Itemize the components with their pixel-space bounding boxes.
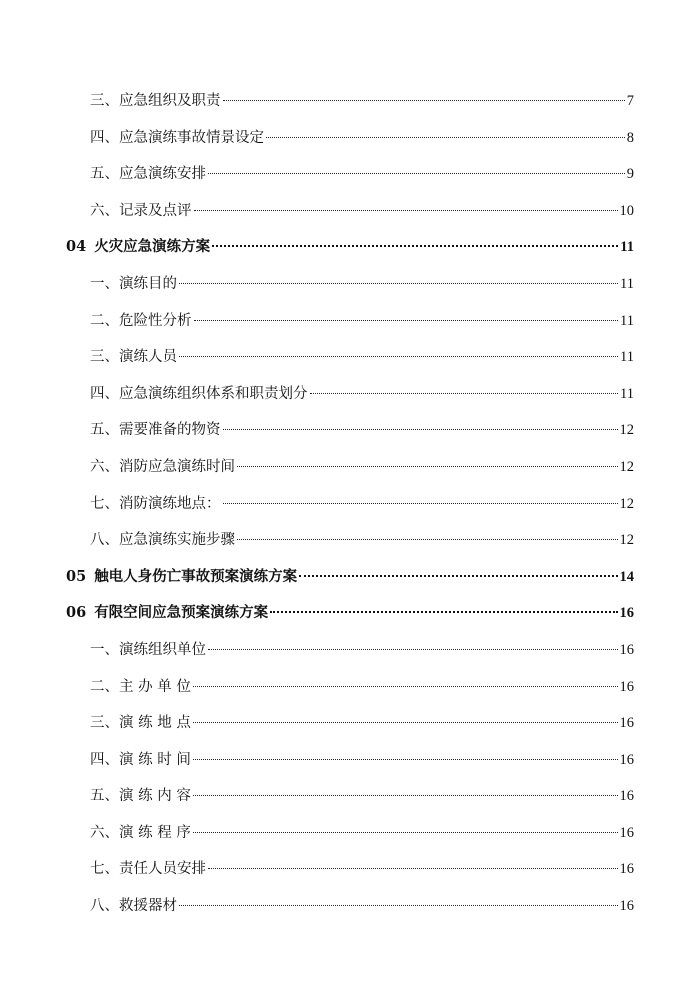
toc-entry[interactable] xyxy=(66,266,634,303)
dot-leader xyxy=(310,393,619,394)
dot-leader xyxy=(212,245,618,247)
toc-entry[interactable] xyxy=(66,632,634,669)
toc-entry-page: 16 xyxy=(619,641,634,658)
dot-leader xyxy=(194,320,619,321)
dot-leader xyxy=(193,759,618,760)
toc-entry-page: 16 xyxy=(619,861,634,878)
toc-entry-title: 六、消防应急演练时间 xyxy=(90,458,235,475)
dot-leader xyxy=(179,356,618,357)
toc-entry-title: 四、应急演练事故情景设定 xyxy=(90,129,264,146)
toc-entry-title: 四、应急演练组织体系和职责划分 xyxy=(90,385,308,402)
dot-leader xyxy=(194,210,618,211)
toc-entry[interactable] xyxy=(66,83,634,120)
toc-chapter-title: 火灾应急演练方案 xyxy=(94,238,211,256)
toc-entry-page: 16 xyxy=(619,678,634,695)
toc-entry[interactable] xyxy=(66,412,634,449)
toc-entry[interactable] xyxy=(66,193,634,230)
toc-entry-title: 六、记录及点评 xyxy=(90,202,192,219)
toc-entry[interactable] xyxy=(66,851,634,888)
toc-chapter-page: 14 xyxy=(619,568,634,585)
toc-entry-title: 七、消防演练地点： xyxy=(90,495,221,512)
toc-entry-title: 四、演 练 时 间 xyxy=(90,751,191,768)
toc-entry-page: 12 xyxy=(619,532,634,549)
toc-entry[interactable] xyxy=(66,669,634,706)
toc-entry[interactable] xyxy=(66,705,634,742)
dot-leader xyxy=(193,686,618,687)
dot-leader xyxy=(299,575,617,577)
toc-entry-title: 三、演 练 地 点 xyxy=(90,715,191,732)
toc-entry-page: 16 xyxy=(619,715,634,732)
toc-entry-title: 七、责任人员安排 xyxy=(90,861,206,878)
dot-leader xyxy=(270,611,617,613)
toc-entry-title: 一、演练目的 xyxy=(90,275,177,292)
toc-entry-title: 五、需要准备的物资 xyxy=(90,422,221,439)
toc-entry[interactable] xyxy=(66,339,634,376)
toc-entry[interactable] xyxy=(66,303,634,340)
toc-chapter-page: 16 xyxy=(619,605,634,622)
dot-leader xyxy=(266,137,625,138)
toc-entry-page: 16 xyxy=(619,824,634,841)
toc-entry-title: 八、应急演练实施步骤 xyxy=(90,532,235,549)
toc-entry[interactable] xyxy=(66,449,634,486)
toc-entry-title: 二、危险性分析 xyxy=(90,312,192,329)
dot-leader xyxy=(193,795,618,796)
toc-entry-page: 12 xyxy=(619,422,634,439)
toc-chapter-title: 有限空间应急预案演练方案 xyxy=(94,604,269,622)
toc-chapter-number: 04 xyxy=(66,238,87,256)
toc-entry-page: 12 xyxy=(619,458,634,475)
dot-leader xyxy=(179,283,618,284)
toc-entry[interactable] xyxy=(66,522,634,559)
toc-entry-page: 9 xyxy=(626,166,634,183)
toc-entry-title: 三、演练人员 xyxy=(90,349,177,366)
dot-leader xyxy=(223,429,618,430)
toc-entry-page: 11 xyxy=(620,385,634,402)
dot-leader xyxy=(208,649,618,650)
toc-entry[interactable] xyxy=(66,376,634,413)
table-of-contents xyxy=(66,83,634,925)
dot-leader xyxy=(193,722,618,723)
toc-entry[interactable] xyxy=(66,778,634,815)
toc-entry[interactable] xyxy=(66,888,634,925)
toc-entry[interactable] xyxy=(66,486,634,523)
dot-leader xyxy=(193,832,618,833)
toc-entry-title: 二、主 办 单 位 xyxy=(90,678,191,695)
toc-entry-title: 八、救援器材 xyxy=(90,898,177,915)
dot-leader xyxy=(223,503,618,504)
toc-entry-page: 16 xyxy=(619,751,634,768)
dot-leader xyxy=(237,466,618,467)
toc-entry-page: 11 xyxy=(620,312,634,329)
dot-leader xyxy=(208,173,625,174)
toc-entry[interactable] xyxy=(66,815,634,852)
toc-chapter-title: 触电人身伤亡事故预案演练方案 xyxy=(94,567,298,585)
toc-entry-page: 10 xyxy=(619,202,634,219)
toc-entry-page: 11 xyxy=(620,275,634,292)
toc-entry-title: 五、演 练 内 容 xyxy=(90,788,191,805)
toc-entry-page: 16 xyxy=(619,788,634,805)
toc-entry[interactable] xyxy=(66,742,634,779)
toc-chapter-page: 11 xyxy=(620,239,634,256)
toc-entry[interactable] xyxy=(66,120,634,157)
dot-leader xyxy=(237,539,618,540)
toc-chapter-number: 05 xyxy=(66,567,87,585)
toc-chapter-entry[interactable] xyxy=(66,229,634,266)
toc-entry-page: 7 xyxy=(626,93,634,109)
toc-chapter-entry[interactable] xyxy=(66,559,634,596)
dot-leader xyxy=(179,905,618,906)
toc-entry-title: 六、演 练 程 序 xyxy=(90,824,191,841)
toc-entry-page: 12 xyxy=(619,495,634,512)
dot-leader xyxy=(223,100,625,101)
toc-chapter-entry[interactable] xyxy=(66,595,634,632)
toc-entry-title: 三、应急组织及职责 xyxy=(90,93,221,109)
toc-entry-page: 11 xyxy=(620,349,634,366)
toc-entry[interactable] xyxy=(66,156,634,193)
toc-entry-title: 一、演练组织单位 xyxy=(90,641,206,658)
toc-chapter-number: 06 xyxy=(66,604,87,622)
toc-entry-page: 8 xyxy=(626,129,634,146)
toc-entry-page: 16 xyxy=(619,898,634,915)
dot-leader xyxy=(208,868,618,869)
toc-entry-title: 五、应急演练安排 xyxy=(90,166,206,183)
